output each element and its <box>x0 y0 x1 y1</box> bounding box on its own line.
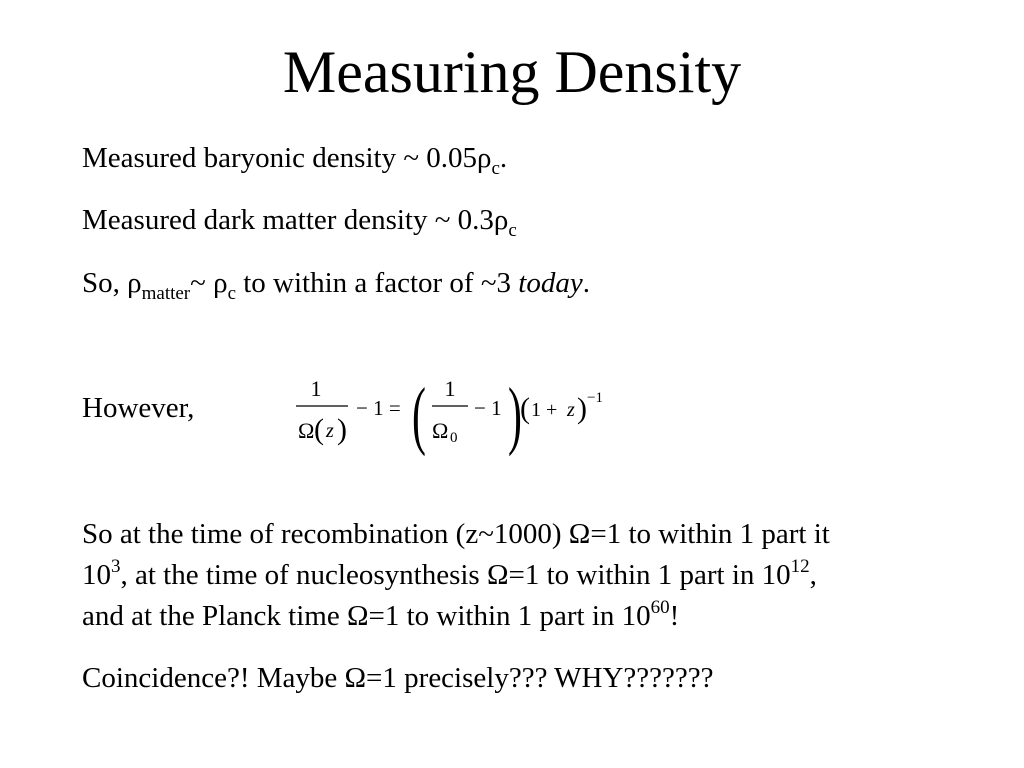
nucleosynthesis-text: , at the time of nucleosynthesis Ω=1 to within 1 part in 10 <box>120 559 791 591</box>
factor-paren-open: ( <box>520 392 530 425</box>
power-base: 10 <box>82 559 111 591</box>
factor-exponent: −1 <box>587 390 603 406</box>
minus-one-equals: − 1 = <box>356 396 401 420</box>
right-omega: Ω <box>432 418 449 443</box>
factor-z: z <box>567 399 575 421</box>
power-exponent: 3 <box>111 556 121 577</box>
one-plus: 1 + <box>531 399 558 421</box>
dark-matter-density-line <box>82 203 517 241</box>
right-numerator: 1 <box>444 376 456 401</box>
rho-c-subscript: c <box>227 283 236 304</box>
left-paren-open: ( <box>314 413 324 446</box>
exclamation: ! <box>669 600 680 632</box>
left-numerator: 1 <box>310 376 322 401</box>
baryonic-text: Measured baryonic density ~ 0.05ρ <box>82 142 492 174</box>
factor-text: to within a factor of ~3 <box>236 267 519 299</box>
slide-title: Measuring Density <box>282 39 742 105</box>
dark-matter-text: Measured dark matter density ~ 0.3ρ <box>82 204 509 236</box>
rho-c-subscript: c <box>508 220 517 241</box>
factor-paren-close: ) <box>577 392 587 425</box>
left-omega: Ω <box>298 418 315 443</box>
baryonic-period: . <box>499 142 508 174</box>
omega-evolution-equation <box>284 366 624 456</box>
planck-text: and at the Planck time Ω=1 to within 1 part in 10 <box>82 600 651 632</box>
baryonic-density-line <box>82 141 508 179</box>
approx-rho-text: ~ ρ <box>190 267 228 299</box>
right-minus-one: − 1 <box>474 396 502 420</box>
rho-c-subscript: c <box>491 158 500 179</box>
power-exponent: 12 <box>790 556 810 577</box>
big-paren-close: ) <box>508 373 522 456</box>
comma: , <box>809 559 817 591</box>
left-paren-close: ) <box>337 413 347 446</box>
coincidence-line: Coincidence?! Maybe Ω=1 precisely??? WHY??????? <box>82 662 714 694</box>
right-omega-subscript: 0 <box>450 430 458 446</box>
paragraph-line-1: So at the time of recombination (z~1000) Ω=1 to within 1 part it <box>82 518 830 550</box>
so-rho-text: So, ρ <box>82 267 142 299</box>
left-z: z <box>326 420 334 442</box>
equation-svg <box>284 366 624 456</box>
so-period: . <box>582 267 590 299</box>
big-paren-open: ( <box>412 373 426 456</box>
paragraph-line-2 <box>82 555 830 596</box>
however-label: However, <box>82 392 195 424</box>
paragraph-line-3 <box>82 596 830 637</box>
rho-matter-subscript: matter <box>141 283 191 304</box>
today-emphasis: today <box>518 267 583 299</box>
matter-density-comparison-line <box>82 266 590 304</box>
power-exponent: 60 <box>650 597 670 618</box>
recombination-paragraph <box>82 514 830 637</box>
